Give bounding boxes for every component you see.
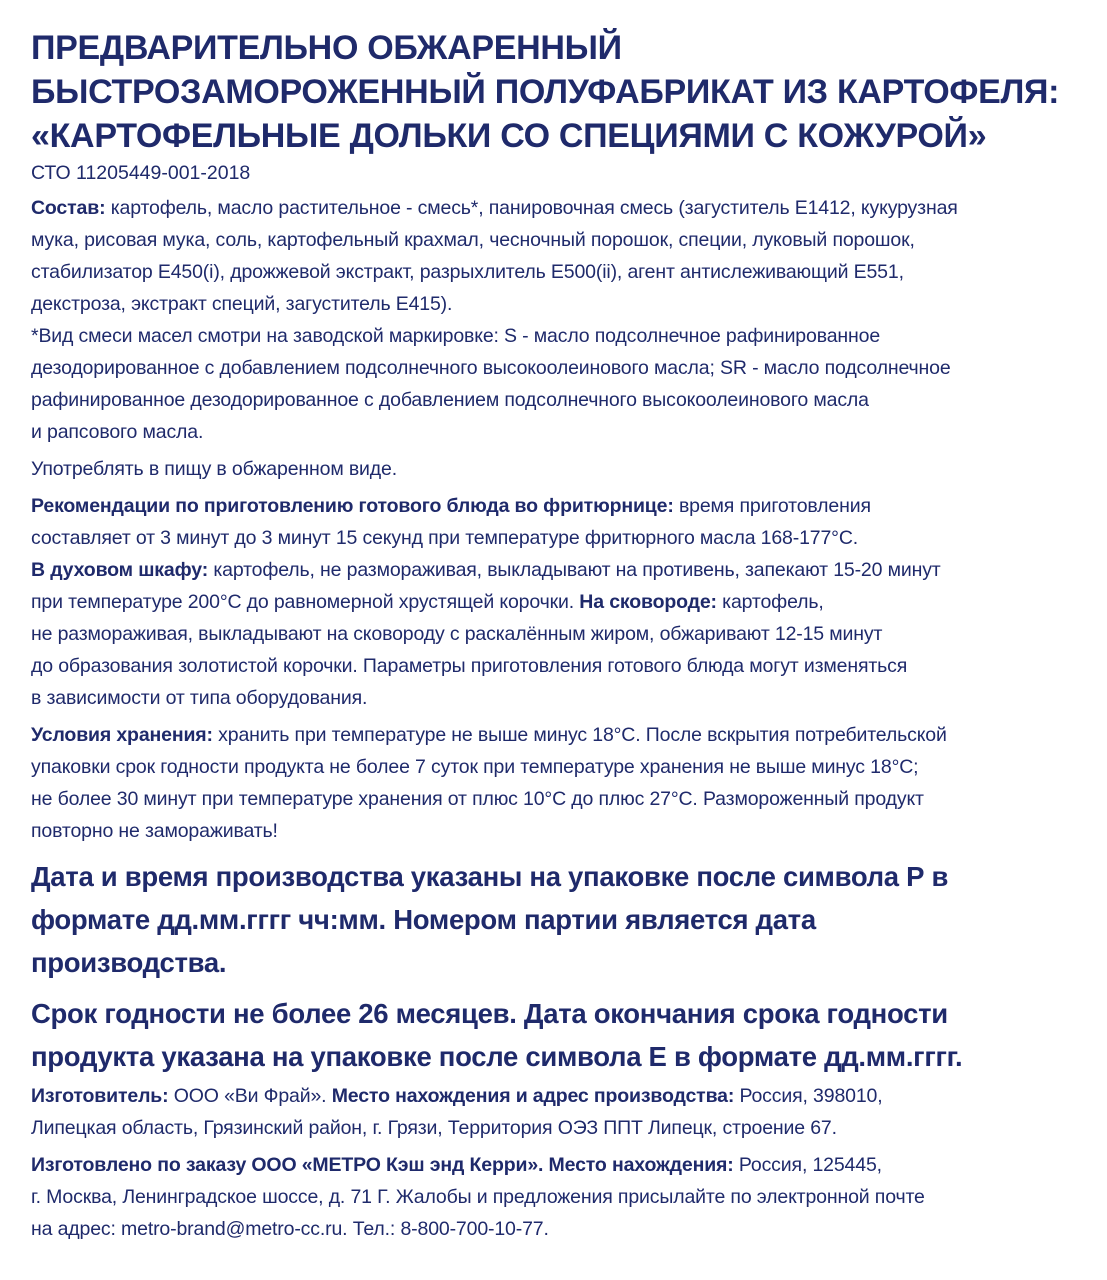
oil-note-line-2: дезодорированное с добавлением подсолнечного высокоолеинового масла; SR - масло подсолнечное bbox=[31, 357, 951, 379]
shelf-life-line-1: Срок годности не более 26 месяцев. Дата окончания срока годности bbox=[31, 998, 948, 1029]
pan-text-2: не размораживая, выкладывают на сковороду с раскалённым жиром, обжаривают 12-15 минут bbox=[31, 623, 883, 645]
composition-line-2: мука, рисовая мука, соль, картофельный крахмал, чесночный порошок, специи, луковый порошок, bbox=[31, 229, 915, 251]
storage-line-3: не более 30 минут при температуре хранения от плюс 10°С до плюс 27°С. Размороженный продукт bbox=[31, 788, 924, 810]
pan-text-3: до образования золотистой корочки. Параметры приготовления готового блюда могут изменяться bbox=[31, 655, 908, 677]
title-line-3: «КАРТОФЕЛЬНЫЕ ДОЛЬКИ СО СПЕЦИЯМИ С КОЖУРОЙ» bbox=[31, 117, 987, 155]
standard-code: СТО 11205449-001-2018 bbox=[31, 162, 251, 184]
ordered-by-label: Изготовлено по заказу ООО «МЕТРО Кэш энд Керри». Место нахождения: bbox=[31, 1154, 734, 1176]
manufacturer-address-2: Липецкая область, Грязинский район, г. Грязи, Территория ОЭЗ ППТ Липецк, строение 67. bbox=[31, 1117, 837, 1139]
storage-line-4: повторно не замораживать! bbox=[31, 820, 278, 842]
label-document bbox=[31, 26, 1081, 1250]
ordered-by-section bbox=[31, 1149, 1081, 1245]
fryer-text-1: время приготовления bbox=[673, 495, 871, 517]
oven-label: В духовом шкафу: bbox=[31, 559, 209, 581]
shelf-life-section bbox=[31, 992, 1081, 1078]
production-date-line-1: Дата и время производства указаны на упаковке после символа Р в bbox=[31, 861, 949, 892]
composition-label: Состав: bbox=[31, 197, 106, 219]
manufacturer-section bbox=[31, 1080, 1081, 1144]
storage-section bbox=[31, 719, 1081, 847]
product-title bbox=[31, 26, 1081, 158]
oven-text-1: картофель, не размораживая, выкладывают на противень, запекают 15-20 минут bbox=[208, 559, 941, 581]
composition-line-3: стабилизатор Е450(i), дрожжевой экстракт, разрыхлитель Е500(ii), агент антислеживающий Е551, bbox=[31, 261, 904, 283]
usage-text: Употреблять в пищу в обжаренном виде. bbox=[31, 458, 397, 480]
production-date-section bbox=[31, 855, 1081, 984]
usage-section bbox=[31, 453, 1081, 485]
storage-line-1: хранить при температуре не выше минус 18°С. После вскрытия потребительской bbox=[212, 724, 947, 746]
recommendations-section bbox=[31, 490, 1081, 714]
fryer-label: Рекомендации по приготовлению готового блюда во фритюрнице: bbox=[31, 495, 674, 517]
storage-line-2: упаковки срок годности продукта не более 7 суток при температуре хранения не выше минус 18°С; bbox=[31, 756, 919, 778]
shelf-life-line-2: продукта указана на упаковке после символа Е в формате дд.мм.гггг. bbox=[31, 1041, 963, 1072]
manufacturer-address-label: Место нахождения и адрес производства: bbox=[331, 1085, 735, 1107]
ordered-by-address-2: г. Москва, Ленинградское шоссе, д. 71 Г. Жалобы и предложения присылайте по электронной почте bbox=[31, 1186, 925, 1208]
composition-line-1: картофель, масло растительное - смесь*, панировочная смесь (загуститель Е1412, кукурузная bbox=[105, 197, 958, 219]
oil-note-line-3: рафинированное дезодорированное с добавлением подсолнечного высокоолеинового масла bbox=[31, 389, 869, 411]
manufacturer-address-1: Россия, 398010, bbox=[734, 1085, 883, 1107]
composition-section bbox=[31, 192, 1081, 448]
oil-note-line-1: *Вид смеси масел смотри на заводской маркировке: S - масло подсолнечное рафинированное bbox=[31, 325, 881, 347]
oven-text-2: при температуре 200°С до равномерной хрустящей корочки. bbox=[31, 591, 580, 613]
ordered-by-contacts: на адрес: metro-brand@metro-cc.ru. Тел.: 8-800-700-10-77. bbox=[31, 1218, 549, 1240]
pan-label: На сковороде: bbox=[579, 591, 717, 613]
title-line-2: БЫСТРОЗАМОРОЖЕННЫЙ ПОЛУФАБРИКАТ ИЗ КАРТОФЕЛЯ: bbox=[31, 73, 1060, 111]
title-line-1: ПРЕДВАРИТЕЛЬНО ОБЖАРЕННЫЙ bbox=[31, 29, 622, 67]
manufacturer-name: ООО «Ви Фрай». bbox=[168, 1085, 332, 1107]
oil-note-line-4: и рапсового масла. bbox=[31, 421, 204, 443]
composition-line-4: декстроза, экстракт специй, загуститель Е415). bbox=[31, 293, 453, 315]
ordered-by-address-1: Россия, 125445, bbox=[733, 1154, 882, 1176]
pan-text-4: в зависимости от типа оборудования. bbox=[31, 687, 368, 709]
manufacturer-label: Изготовитель: bbox=[31, 1085, 169, 1107]
pan-text-1: картофель, bbox=[716, 591, 824, 613]
production-date-line-2: формате дд.мм.гггг чч:мм. Номером партии является дата bbox=[31, 904, 816, 935]
production-date-line-3: производства. bbox=[31, 947, 227, 978]
fryer-text-2: составляет от 3 минут до 3 минут 15 секунд при температуре фритюрного масла 168-177°С. bbox=[31, 527, 859, 549]
storage-label: Условия хранения: bbox=[31, 724, 213, 746]
